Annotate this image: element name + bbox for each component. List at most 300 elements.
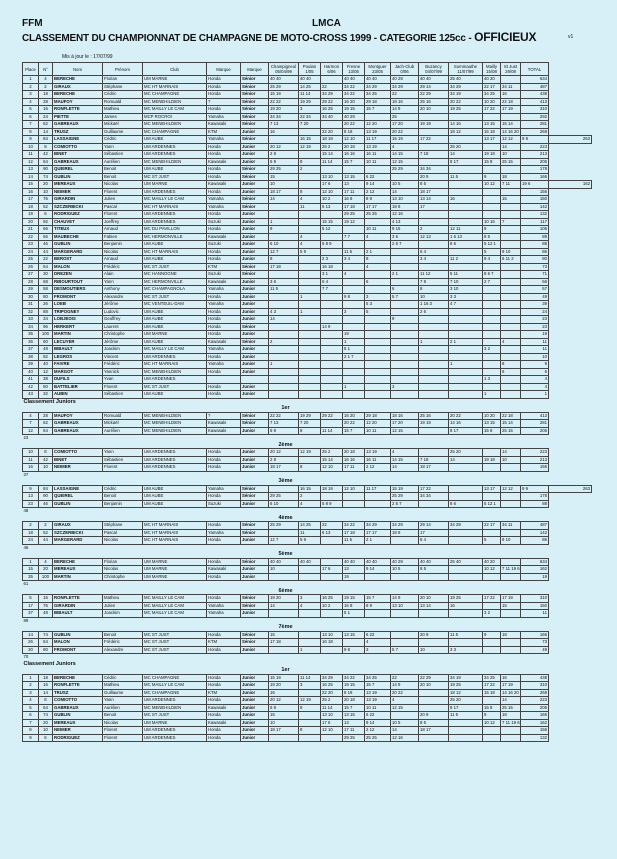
table-cell: 22 17 <box>483 83 501 91</box>
table-cell: 1 <box>299 293 321 301</box>
table-cell: Honda <box>207 188 241 196</box>
table-cell: 2 <box>39 83 53 91</box>
table-cell: 10 <box>521 353 549 361</box>
table-cell: 14 <box>23 173 39 181</box>
table-cell <box>449 113 483 121</box>
table-cell <box>365 391 391 399</box>
table-cell: Junior <box>241 610 269 618</box>
table-cell <box>365 376 391 384</box>
table-cell: 18 16 <box>391 412 419 420</box>
table-cell: 76 <box>39 602 53 610</box>
table-cell <box>321 338 343 346</box>
table-row <box>23 361 592 369</box>
table-cell: GABREAUX <box>53 121 103 129</box>
table-cell: LOBJEOIS <box>53 316 103 324</box>
table-cell: 25 20 <box>449 697 483 705</box>
table-cell <box>269 529 299 537</box>
table-cell <box>483 196 501 204</box>
table-row <box>23 323 592 331</box>
table-cell: 40 20 <box>483 76 501 84</box>
table-cell: 13 15 <box>343 173 365 181</box>
table-cell: 6 22 <box>365 712 391 720</box>
table-cell: UM ARDENNES <box>143 697 207 705</box>
table-cell: Junior <box>241 697 269 705</box>
table-cell: 6 11 2 <box>501 256 521 264</box>
table-cell: MC ST JUST <box>143 263 207 271</box>
table-cell: 22 29 <box>419 674 449 682</box>
table-cell: MAUBECHE <box>53 233 103 241</box>
table-cell: 4 <box>23 98 39 106</box>
table-cell <box>299 734 321 742</box>
table-cell: 5 3 <box>365 301 391 309</box>
table-cell: 17 18 <box>343 203 365 211</box>
table-row <box>23 558 592 566</box>
table-cell: 10 11 <box>365 226 391 234</box>
club-rank-label <box>23 588 592 595</box>
table-cell: Jérôme <box>103 338 143 346</box>
table-cell: 100 <box>39 573 53 581</box>
table-cell <box>501 376 521 384</box>
table-cell: 31 <box>23 301 39 309</box>
table-cell: 12 10 <box>321 727 343 735</box>
table-cell: UM ARDENNES <box>143 353 207 361</box>
table-cell: Benoit <box>103 493 143 501</box>
table-cell: 17 <box>419 203 449 211</box>
table-cell <box>449 493 483 501</box>
table-cell: 29 25 <box>343 211 365 219</box>
table-cell: 10 5 <box>391 719 419 727</box>
table-row <box>23 464 592 472</box>
table-cell: MC MAILLY LE CAM <box>143 682 207 690</box>
table-row <box>23 233 592 241</box>
table-cell: 14 15 <box>391 151 419 159</box>
table-cell: LASSAIGNE <box>53 485 103 493</box>
table-cell: 6 <box>39 734 53 742</box>
table-cell: Cédric <box>103 485 143 493</box>
table-cell: 16 <box>501 674 521 682</box>
table-cell: 11 <box>23 151 39 159</box>
table-cell <box>269 368 299 376</box>
table-cell <box>419 143 449 151</box>
table-cell <box>501 353 521 361</box>
table-cell <box>483 263 501 271</box>
table-cell <box>449 610 483 618</box>
table-cell: UM AUBE <box>143 338 207 346</box>
table-cell: 49 <box>521 293 549 301</box>
table-cell: Honda <box>207 697 241 705</box>
table-cell: 310 <box>521 595 549 603</box>
table-cell <box>299 151 321 159</box>
table-cell: UM AUBE <box>143 391 207 399</box>
table-cell: 14 25 <box>299 83 321 91</box>
table-cell: 40 29 <box>391 558 419 566</box>
club-rank-label-text: 1er <box>281 667 290 673</box>
table-cell: 8 <box>23 128 39 136</box>
table-cell: 14 25 <box>299 522 321 530</box>
table-cell: 22 18 <box>501 98 521 106</box>
club-rank-label <box>23 624 592 631</box>
table-row <box>23 719 592 727</box>
table-cell <box>321 316 343 324</box>
column-header: St Just 29/08 <box>501 63 521 76</box>
table-cell: 13 10 <box>391 602 419 610</box>
table-cell: 66 <box>39 226 53 234</box>
table-cell: Yamaha <box>207 529 241 537</box>
table-cell: Benoit <box>103 173 143 181</box>
table-cell <box>419 361 449 369</box>
table-cell: 19 20 <box>269 682 299 690</box>
table-cell: Sénior <box>241 595 269 603</box>
table-cell: SZCZERBICKI <box>53 203 103 211</box>
table-cell: UM AUBE <box>143 316 207 324</box>
table-cell <box>391 610 419 618</box>
table-cell: 86 <box>521 537 549 545</box>
table-cell: 11 <box>299 529 321 537</box>
table-cell: 34 22 <box>343 674 365 682</box>
table-row <box>23 76 592 84</box>
table-cell: Florent <box>103 383 143 391</box>
table-cell: 1 <box>269 361 299 369</box>
column-header: Champigneul 05/04/99 <box>269 63 299 76</box>
table-cell: MC CHAMPAGNE <box>143 689 207 697</box>
table-cell: ? <box>207 412 241 420</box>
table-cell <box>419 689 449 697</box>
table-cell: 34 34 <box>419 493 449 501</box>
table-cell: 15 19 <box>391 485 419 493</box>
table-cell: Honda <box>207 646 241 654</box>
table-cell: 11 14 <box>299 674 321 682</box>
table-cell: 12 16 <box>391 734 419 742</box>
table-cell: 2 5 7 <box>391 241 419 249</box>
table-cell: 34 40 <box>321 113 343 121</box>
table-cell: 3 2 <box>483 346 501 354</box>
table-cell: QUEIREL <box>53 493 103 501</box>
table-cell <box>483 368 501 376</box>
table-cell: Yamaha <box>207 346 241 354</box>
table-row <box>23 522 592 530</box>
column-header: Marque <box>207 63 241 76</box>
table-cell: 15 <box>269 712 299 720</box>
table-cell: 34 34 <box>419 166 449 174</box>
table-cell: 40 29 <box>391 76 419 84</box>
table-cell: 15 <box>269 631 299 639</box>
table-cell: 24 <box>23 248 39 256</box>
table-cell: Junior <box>241 719 269 727</box>
table-cell: 33 <box>23 316 39 324</box>
table-cell <box>299 263 321 271</box>
table-cell: UM ARDENNES <box>143 151 207 159</box>
table-cell: 10 20 <box>483 98 501 106</box>
table-cell <box>365 573 391 581</box>
table-cell: 205 <box>521 427 549 435</box>
table-cell: 4 <box>299 602 321 610</box>
table-cell <box>501 308 521 316</box>
table-row <box>23 412 592 420</box>
table-cell: Frédéric <box>103 263 143 271</box>
table-cell: Junior <box>241 361 269 369</box>
table-cell <box>501 558 521 566</box>
table-cell: Junior <box>241 293 269 301</box>
table-cell: FAIVRE <box>53 361 103 369</box>
table-cell <box>501 293 521 301</box>
table-cell: Alexandre <box>103 293 143 301</box>
table-cell <box>299 456 321 464</box>
column-header: Mailly 15/08 <box>483 63 501 76</box>
table-cell: 3 3 <box>449 293 483 301</box>
table-cell: 14 <box>501 697 521 705</box>
table-cell: LASSAIGNE <box>53 136 103 144</box>
table-cell: 40 40 <box>269 558 299 566</box>
club-rank-label-text: 2ème <box>278 441 293 448</box>
table-row <box>23 493 592 501</box>
table-cell: 17 11 <box>343 727 365 735</box>
table-cell: 6 <box>23 113 39 121</box>
table-cell: 8 18 <box>343 128 365 136</box>
federation-label: FFM <box>22 18 43 29</box>
table-cell: 15 18 <box>483 128 501 136</box>
table-cell: 2 1 <box>365 537 391 545</box>
table-cell: 100 <box>39 331 53 339</box>
table-cell: 1 3 <box>483 376 501 384</box>
table-cell: 6 <box>39 211 53 219</box>
table-cell: MARGERARD <box>53 537 103 545</box>
table-cell: 132 <box>521 734 549 742</box>
table-cell: 1 <box>299 308 321 316</box>
standings-table <box>22 62 592 742</box>
table-cell: MC MENEHILDIEN <box>143 412 207 420</box>
table-cell: TRUSZ <box>53 689 103 697</box>
table-cell: 15 7 <box>343 704 365 712</box>
table-cell: 12 19 <box>299 449 321 457</box>
club-subtotal <box>23 581 592 588</box>
table-cell: 16 20 <box>343 98 365 106</box>
table-cell <box>483 602 501 610</box>
table-cell <box>365 493 391 501</box>
table-cell: RONFLETTE <box>53 682 103 690</box>
table-cell: Julien <box>103 196 143 204</box>
table-cell: MC HT MARNAIS <box>143 83 207 91</box>
table-row <box>23 143 592 151</box>
table-cell: 19 29 <box>299 98 321 106</box>
table-cell: 3 1 <box>321 271 343 279</box>
table-cell: Alexandre <box>103 646 143 654</box>
club-rank-label <box>23 667 592 674</box>
table-cell: MC MENEHILDIEN <box>143 121 207 129</box>
table-cell: Honda <box>207 727 241 735</box>
table-cell: HERKERT <box>53 323 103 331</box>
table-row <box>23 712 592 720</box>
table-cell: 19 12 <box>343 218 365 226</box>
table-cell: 40 40 <box>299 76 321 84</box>
table-cell: 2 <box>39 522 53 530</box>
table-cell: 74 <box>39 173 53 181</box>
table-cell: 12 11 <box>449 226 483 234</box>
table-cell: 2 1 <box>391 271 419 279</box>
table-cell <box>269 203 299 211</box>
table-cell: 88 <box>521 500 549 508</box>
table-cell: 9 10 <box>501 248 521 256</box>
table-cell: KTM <box>207 639 241 647</box>
table-cell: GIRAUX <box>53 522 103 530</box>
table-cell <box>449 639 483 647</box>
table-cell <box>299 323 321 331</box>
table-cell: 8 6 <box>449 500 483 508</box>
table-row <box>23 83 592 91</box>
table-cell: Sénior <box>241 412 269 420</box>
table-cell: 10 20 <box>483 412 501 420</box>
table-cell: 34 29 <box>391 83 419 91</box>
table-cell: 12 19 <box>299 697 321 705</box>
table-cell: UM ARDENNES <box>143 218 207 226</box>
table-cell: Jérôme <box>103 301 143 309</box>
table-row <box>23 566 592 574</box>
table-cell: 487 <box>521 83 549 91</box>
table-cell: UM ARDENNES <box>143 188 207 196</box>
table-cell: Honda <box>207 449 241 457</box>
table-cell: 64 <box>39 704 53 712</box>
table-cell: Junior <box>241 218 269 226</box>
table-cell: 19 25 <box>449 595 483 603</box>
table-cell: 1 6 13 <box>449 233 483 241</box>
table-cell: 117 <box>521 218 549 226</box>
table-cell <box>419 449 449 457</box>
table-cell: 7 <box>501 218 521 226</box>
table-cell <box>483 464 501 472</box>
table-cell: 9 <box>483 712 501 720</box>
table-cell: Kawasaki <box>207 338 241 346</box>
table-cell: Yamaha <box>207 361 241 369</box>
table-cell: 20 9 <box>419 631 449 639</box>
table-cell: 29 <box>23 286 39 294</box>
table-cell: 11 <box>521 346 549 354</box>
table-cell: 28 <box>23 278 39 286</box>
table-row <box>23 241 592 249</box>
update-date: Mis à jour le : 17/07/99 <box>62 54 113 60</box>
table-cell <box>391 712 419 720</box>
table-cell: 213 <box>521 456 549 464</box>
table-cell: 15 19 <box>391 136 419 144</box>
table-cell <box>207 376 241 384</box>
table-cell: 4 <box>343 271 365 279</box>
table-cell: 62 <box>39 420 53 428</box>
table-cell: 2 <box>269 338 299 346</box>
table-cell <box>501 500 521 508</box>
table-cell: 22 22 <box>269 412 299 420</box>
table-cell: 18 <box>39 91 53 99</box>
table-cell: 1 <box>269 218 299 226</box>
table-cell: RIBOURTOUT <box>53 278 103 286</box>
table-row <box>23 113 592 121</box>
table-cell: 413 <box>521 412 549 420</box>
table-cell <box>321 420 343 428</box>
table-cell: 12 20 <box>365 121 391 129</box>
table-cell: 2 <box>23 83 39 91</box>
table-cell: 25 29 <box>391 493 419 501</box>
table-cell <box>269 646 299 654</box>
table-cell: GUBLIN <box>53 631 103 639</box>
club-rank-label-text: 3ème <box>278 478 293 484</box>
table-cell: 15 18 <box>483 689 501 697</box>
table-cell: 20 12 <box>269 449 299 457</box>
club-rank-label-text: 1er <box>281 405 290 411</box>
table-cell: Junior <box>241 188 269 196</box>
table-cell: 13 19 <box>365 697 391 705</box>
table-cell <box>269 331 299 339</box>
table-cell: 8 <box>501 361 521 369</box>
table-cell <box>365 346 391 354</box>
table-cell: MC HT MARNAIS <box>143 361 207 369</box>
table-cell: Yannick <box>103 368 143 376</box>
table-cell: MALON <box>53 263 103 271</box>
table-cell: 10 <box>419 646 449 654</box>
table-cell <box>501 331 521 339</box>
table-cell <box>269 136 299 144</box>
table-cell: 35 <box>23 331 39 339</box>
table-cell: 13 17 <box>483 136 501 144</box>
table-cell: Joackim <box>103 346 143 354</box>
table-cell: 90 <box>39 166 53 174</box>
table-row <box>23 427 592 435</box>
table-cell: 3 6 <box>269 278 299 286</box>
table-row <box>23 248 592 256</box>
table-cell: 74 <box>39 712 53 720</box>
table-cell: 14 <box>501 449 521 457</box>
table-cell: BERECHE <box>53 91 103 99</box>
table-cell <box>321 361 343 369</box>
table-cell: MC ST JUST <box>143 383 207 391</box>
table-cell: 8 <box>23 727 39 735</box>
table-cell <box>419 639 449 647</box>
table-cell: 15 <box>501 196 521 204</box>
table-cell: MC HT MARNAIS <box>143 522 207 530</box>
table-cell: 20 22 <box>391 689 419 697</box>
table-cell: 80 <box>39 293 53 301</box>
table-cell <box>483 727 501 735</box>
table-cell <box>449 136 483 144</box>
table-cell: 7 8 <box>419 278 449 286</box>
table-cell: 38 <box>39 376 53 384</box>
table-cell <box>449 727 483 735</box>
table-cell: 48 <box>39 610 53 618</box>
table-cell: 64 <box>39 158 53 166</box>
table-cell: 19 <box>343 573 365 581</box>
table-cell: 20 22 <box>343 420 365 428</box>
table-cell: Junior <box>241 391 269 399</box>
table-cell: 14 <box>391 464 419 472</box>
table-cell: 13 15 <box>343 631 365 639</box>
table-row <box>23 610 592 618</box>
table-cell <box>391 308 419 316</box>
table-cell: 22 22 <box>269 98 299 106</box>
table-cell: 25 20 <box>449 449 483 457</box>
table-cell: 57 <box>521 286 549 294</box>
table-cell: 20 18 <box>343 697 365 705</box>
table-cell: Yamaha <box>207 136 241 144</box>
club-subtotal <box>23 435 592 442</box>
table-cell: 15 14 <box>321 151 343 159</box>
table-cell: 1 <box>449 361 483 369</box>
table-cell: UM MARNE <box>143 558 207 566</box>
table-cell <box>391 391 419 399</box>
table-cell: 8 <box>39 449 53 457</box>
table-cell: 25 29 <box>269 522 299 530</box>
table-cell <box>501 316 521 324</box>
table-cell: MC MAILLY LE CAM <box>143 106 207 114</box>
table-cell: BIBAULT <box>53 610 103 618</box>
table-cell: BERECHE <box>53 76 103 84</box>
table-cell: Vincent <box>103 353 143 361</box>
table-cell: 12 15 <box>391 704 419 712</box>
